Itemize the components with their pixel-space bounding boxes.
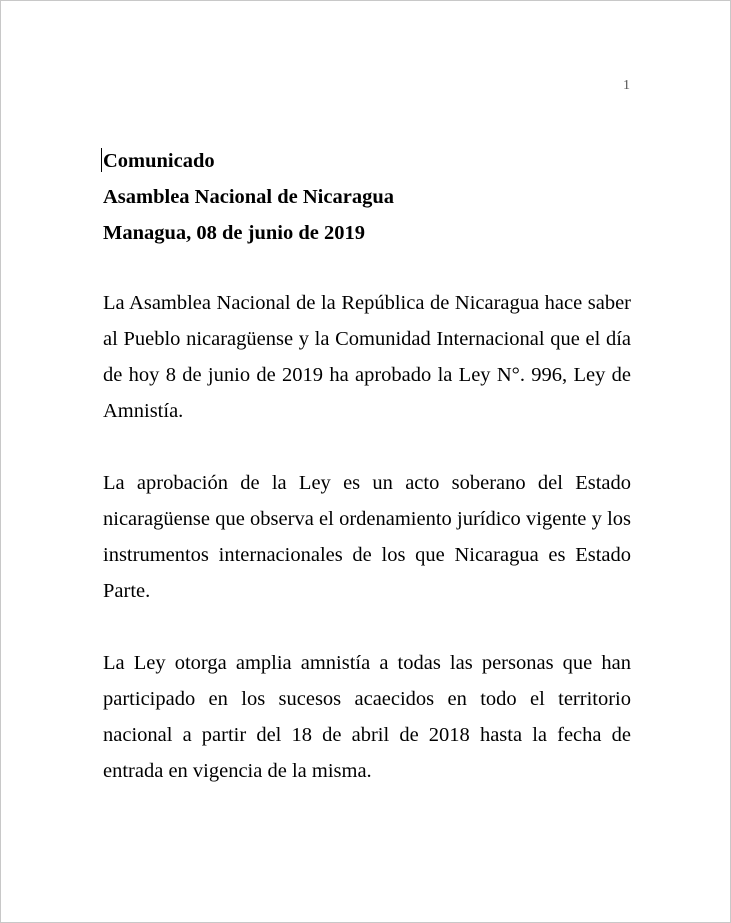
paragraph-amnesty-scope: La Ley otorga amplia amnistía a todas las personas que han participado en los sucesos acaecidos en todo el territorio nacional a partir del 18 de abril de 2018 hasta la fecha de entrada en vigencia de la misma.: [103, 652, 631, 782]
paragraph-announcement: La Asamblea Nacional de la República de Nicaragua hace saber al Pueblo nicaragüense y la Comunidad Internacional que el día de hoy 8 de junio de 2019 ha aprobado la Ley N°. 996, Ley de Amnistía.: [103, 292, 631, 422]
institution-name: Asamblea Nacional de Nicaragua: [103, 186, 394, 208]
page-number: 1: [623, 78, 630, 93]
document-title: Comunicado: [103, 150, 215, 172]
document-header: [103, 143, 631, 251]
paragraph-sovereign-act: La aprobación de la Ley es un acto soberano del Estado nicaragüense que observa el ordenamiento jurídico vigente y los instrumentos internacionales de los que Nicaragua es Estado Parte.: [103, 472, 631, 602]
place-date: Managua, 08 de junio de 2019: [103, 222, 365, 244]
document-body: [103, 285, 631, 825]
text-cursor: [101, 148, 102, 172]
